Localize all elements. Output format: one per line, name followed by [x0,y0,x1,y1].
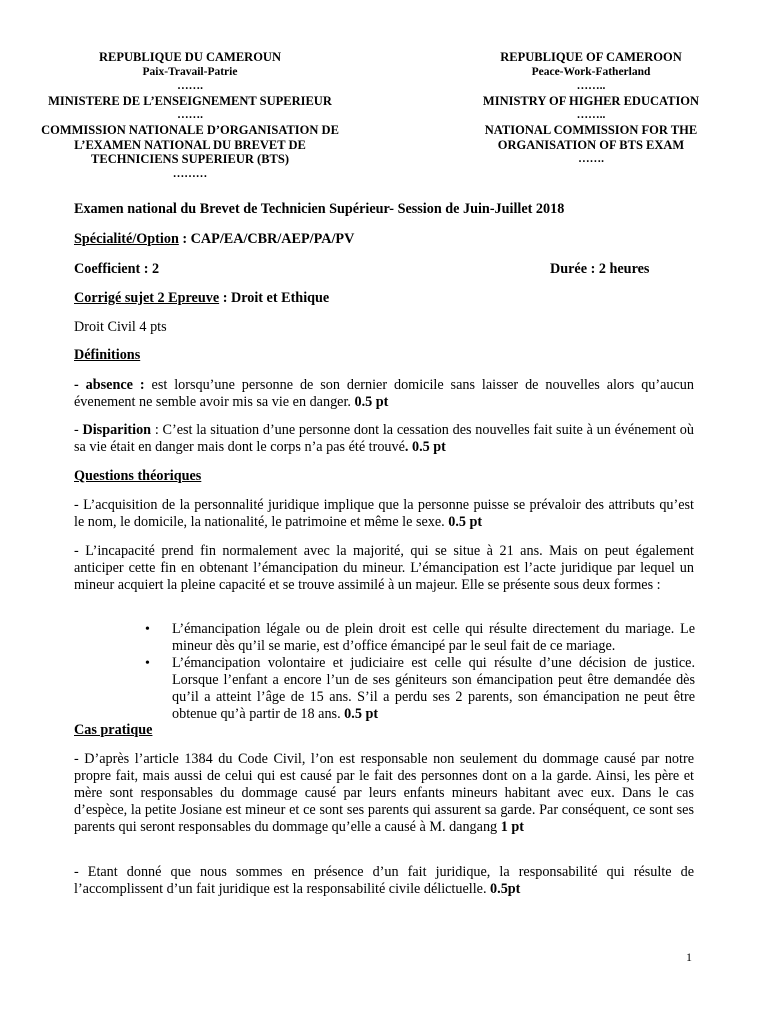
definitions-heading: Définitions [74,347,141,363]
header-left [20,50,360,181]
commission-en-line1: NATIONAL COMMISSION FOR THE [484,122,698,137]
questions-heading: Questions théoriques [74,468,202,484]
points: 0.5 pt [354,394,389,410]
motto-fr: Paix-Travail-Patrie [142,65,238,78]
question-2-answer: - L’incapacité prend fin normalement avec la majorité, qui se situe à 21 ans. Mais on peut également anticiper cette fin en obtenant l’émancipation du mineur. L’émancipation est l’acte juridique par lequel un mineur acquiert la pleine capacité et se trouve assimilé à un majeur. Elle se présente sous deux formes : [74,543,694,593]
ministry-fr: MINISTERE DE L’ENSEIGNEMENT SUPERIEUR [48,93,332,108]
points: . 0.5 pt [404,439,446,455]
separator-dots: …….. [576,109,606,122]
question-1-answer [74,497,694,531]
emancipation-list [145,621,695,723]
corrige-line [74,290,329,307]
commission-fr-line2: L’EXAMEN NATIONAL DU BREVET DE [74,137,306,152]
page-number: 1 [686,950,692,964]
separator-dots: ……. [578,153,604,166]
corrige-value: : Droit et Ethique [219,290,330,306]
specialite-label: Spécialité/Option [74,231,179,247]
specialite-line [74,231,354,248]
q1-text: - L’acquisition de la personnalité juridique implique que la personne puisse se prévaloir des attributs qu’est le nom, le domicile, la nationalité, le patrimoine et même le sexe. [74,497,694,530]
separator-dots: …….. [576,80,606,93]
republic-fr: REPUBLIQUE DU CAMEROUN [99,50,281,64]
points: 0.5pt [490,881,521,897]
section-title: Droit Civil 4 pts [74,319,167,335]
separator-dots: ……. [177,109,203,122]
absence-term: - absence : [74,377,145,393]
commission-fr-line1: COMMISSION NATIONALE D’ORGANISATION DE [41,122,339,137]
cas-paragraph-1 [74,751,694,836]
motto-en: Peace-Work-Fatherland [531,65,651,78]
separator-dots: ……… [172,167,208,180]
definition-disparition [74,422,694,456]
commission-fr-line3: TECHNICIENS SUPERIEUR (BTS) [91,152,289,167]
points: 0.5 pt [448,514,483,530]
bullet-icon: • [145,656,150,671]
cas-p2-text: - Etant donné que nous sommes en présence d’un fait juridique, la responsabilité qui résulte de l’accomplissent d’un fait juridique est la responsabilité civile délictuelle. [74,864,694,897]
commission-en-line2: ORGANISATION OF BTS EXAM [497,137,685,152]
bullet-icon: • [145,622,150,637]
cas-p1-text: - D’après l’article 1384 du Code Civil, l’on est responsable non seulement du dommage causé par notre propre fait, mais aussi de celui qui est causé par le fait des personnes dont on a la garde. Ainsi, les père et mère sont responsables du dommage causé par leurs enfants mineurs habitant avec eux. Dans le cas d’espèce, la petite Josiane est mineur et ce sont ses parents qui assurent sa garde. Par conséquent, ce sont ses parents qui seront responsables du dommage qu’elle a causé à M. dangang [74,751,694,835]
absence-text: est lorsqu’une personne de son dernier domicile sans laisser de nouvelles alors qu’aucun évenement ne semble avoir mis sa vie en danger. [74,377,694,410]
disparition-term: Disparition [82,422,152,438]
exam-title: Examen national du Brevet de Technicien Supérieur- Session de Juin-Juillet 2018 [74,201,565,217]
definition-absence [74,377,694,411]
disparition-prefix: - [74,422,83,438]
list-item [145,655,695,723]
bullet-2-text: L’émancipation volontaire et judiciaire est celle qui résulte d’une décision de justice. Lorsque l’enfant a encore l’un de ses géniteurs son émancipation peut être demandée dès qu’il a atteint l’âge de 15 ans. S’il a perdu ses 2 parents, son émancipation ne peut être obtenue qu’à partir de 18 ans. [172,655,695,722]
coefficient: Coefficient : 2 [74,261,160,277]
list-item [145,621,695,655]
ministry-en: MINISTRY OF HIGHER EDUCATION [482,93,700,108]
cas-pratique-heading: Cas pratique [74,722,153,738]
bullet-1-text: L’émancipation légale ou de plein droit est celle qui résulte directement du mariage. Le mineur dès qu’il se marie, est d’office émancipé par le seul fait de ce mariage. [172,621,695,654]
header-right [455,50,727,167]
duree: Durée : 2 heures [550,261,650,277]
separator-dots: ……. [177,80,203,93]
cas-paragraph-2 [74,864,694,898]
points: 0.5 pt [344,706,379,722]
points: 1 pt [500,819,524,835]
corrige-label: Corrigé sujet 2 Epreuve [74,290,220,306]
specialite-value: : CAP/EA/CBR/AEP/PA/PV [178,231,355,247]
disparition-text: : C’est la situation d’une personne dont la cessation des nouvelles fait suite à un événement où sa vie était en danger mais dont le corps n’a pas été trouvé [74,422,694,455]
republic-en: REPUBLIQUE OF CAMEROON [500,50,682,64]
